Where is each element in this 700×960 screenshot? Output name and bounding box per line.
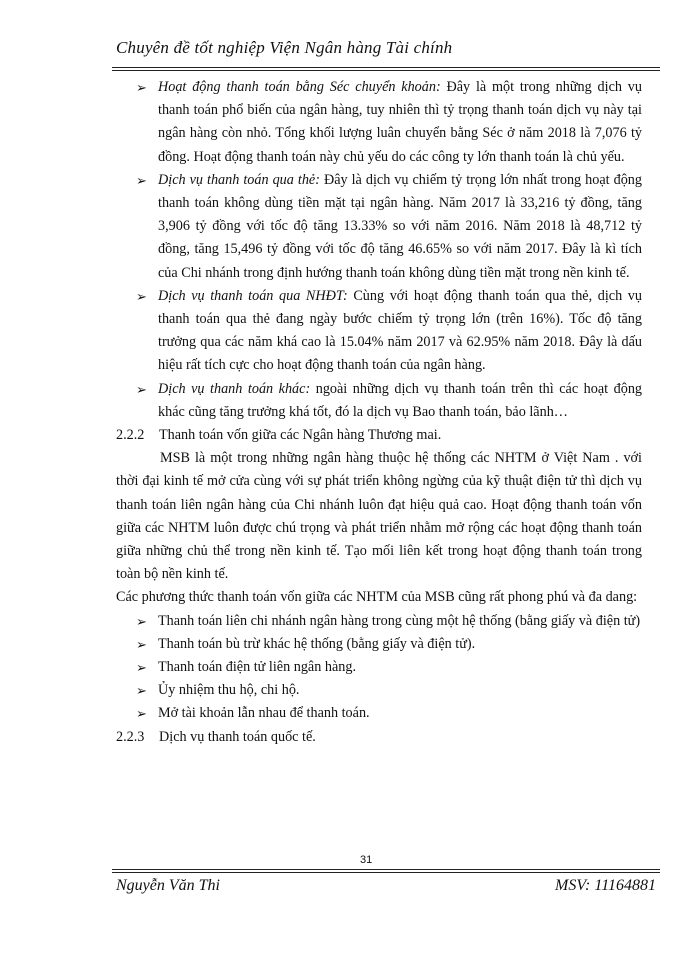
bullet-text: Đây là dịch vụ chiếm tỷ trọng lớn nhất trong hoạt động thanh toán không dùng tiền mặt tại ngân hàng. Năm 2017 là 33,216 tỷ đồng, tăng 3,906 tỷ đồng với tốc độ tăng 13.33% so với năm 2016. Năm 2018 là 48,712 tỷ đồng, tăng 15,496 tỷ đồng với tốc độ tăng 46.65% so với năm 2017. Đây là kì tích của Chi nhánh trong định hướng thanh toán không dùng tiền mặt trong nền kinh tế. bbox=[158, 171, 642, 281]
arrow-bullet-icon: ➢ bbox=[136, 172, 147, 188]
bullet-text: Cùng với hoạt động thanh toán qua thẻ, dịch vụ thanh toán qua thẻ đang ngày bước chiếm tỷ trọng lớn (trên 16%). Tốc độ tăng trưởng qua các năm khá cao là 15.04% năm 2017 và 62.95% năm 2018. Đây là dấu hiệu rất tích cực cho hoạt động thanh toán của ngân hàng. bbox=[158, 287, 642, 374]
section-number: 2.2.3 bbox=[116, 728, 145, 745]
section-title: Dịch vụ thanh toán quốc tế. bbox=[159, 728, 316, 745]
section-number: 2.2.2 bbox=[116, 427, 145, 444]
method-item bbox=[116, 633, 642, 656]
header-divider bbox=[112, 67, 660, 68]
footer-divider-double bbox=[112, 872, 660, 873]
method-text: Thanh toán liên chi nhánh ngân hàng trong cùng một hệ thống (bằng giấy và điện tử) bbox=[158, 612, 641, 629]
arrow-bullet-icon: ➢ bbox=[136, 288, 147, 304]
arrow-bullet-icon: ➢ bbox=[136, 683, 147, 699]
section-heading-2-2-2 bbox=[116, 424, 642, 447]
bullet-item bbox=[116, 285, 642, 378]
bullet-title: Dịch vụ thanh toán qua NHĐT: bbox=[158, 287, 348, 304]
bullet-title: Dịch vụ thanh toán khác: bbox=[158, 380, 311, 397]
bullet-title: Dịch vụ thanh toán qua thẻ: bbox=[158, 171, 320, 188]
page-body bbox=[116, 76, 642, 749]
header-divider-double bbox=[112, 70, 660, 71]
paragraph-methods-intro: Các phương thức thanh toán vốn giữa các NHTM của MSB cũng rất phong phú và đa dang: bbox=[116, 589, 638, 606]
section-title: Thanh toán vốn giữa các Ngân hàng Thương mai. bbox=[159, 427, 442, 444]
arrow-bullet-icon: ➢ bbox=[136, 613, 147, 629]
method-text: Ủy nhiệm thu hộ, chi hộ. bbox=[158, 682, 300, 699]
footer-author: Nguyễn Văn Thi bbox=[116, 877, 220, 894]
method-text: Thanh toán bù trừ khác hệ thống (bằng giấy và điện tử). bbox=[158, 635, 476, 652]
arrow-bullet-icon: ➢ bbox=[136, 381, 147, 397]
bullet-item bbox=[116, 76, 642, 169]
bullet-text: Đây là một trong những dịch vụ thanh toán phổ biến của ngân hàng, tuy nhiên thì tỷ trọng thanh toán dịch vụ này tại ngân hàng còn nhỏ. Tổng khối lượng luân chuyển bằng Séc ở năm 2018 là 7,076 tỷ đồng. Hoạt động thanh toán này chủ yếu do các công ty lớn thanh toán là chủ yếu. bbox=[158, 79, 642, 165]
method-item bbox=[116, 702, 642, 725]
bullet-item bbox=[116, 378, 642, 424]
method-item bbox=[116, 610, 642, 633]
arrow-bullet-icon: ➢ bbox=[136, 706, 147, 722]
section-heading-2-2-3 bbox=[116, 726, 642, 749]
arrow-bullet-icon: ➢ bbox=[136, 660, 147, 676]
page-number: 31 bbox=[360, 854, 373, 866]
bullet-title: Hoạt động thanh toán bằng Séc chuyển khoản: bbox=[158, 79, 441, 95]
footer-student-id: MSV: 11164881 bbox=[554, 877, 656, 894]
footer-divider bbox=[112, 869, 660, 870]
bullet-text: ngoài những dịch vụ thanh toán trên thì các hoạt động khác cũng tăng trưởng khá tốt, đó la dịch vụ Bao thanh toán, bảo lãnh… bbox=[158, 380, 643, 420]
bullet-item bbox=[116, 169, 642, 285]
page-header-title: Chuyên đề tốt nghiệp Viện Ngân hàng Tài chính bbox=[116, 38, 453, 57]
method-text: Mở tài khoản lẫn nhau để thanh toán. bbox=[158, 705, 370, 722]
arrow-bullet-icon: ➢ bbox=[136, 80, 147, 95]
arrow-bullet-icon: ➢ bbox=[136, 636, 147, 652]
method-item bbox=[116, 679, 642, 702]
paragraph-msb: MSB là một trong những ngân hàng thuộc hệ thống các NHTM ở Việt Nam . với thời đại kinh tế mở cửa cùng với sự phát triển không ngừng của kỹ thuật điện tử thì dịch vụ thanh toán liên ngân hàng của Chi nhánh luôn đạt hiệu quả cao. Hoạt động thanh toán vốn giữa các NHTM luôn được chú trọng và phát triển nhằm mở rộng các hoạt động thanh toán giữa những chủ thể trong nền kinh tế. Tạo mối liên kết trong hoạt động thanh toán trong toàn bộ nền kinh tế. bbox=[116, 450, 642, 583]
method-text: Thanh toán điện tử liên ngân hàng. bbox=[158, 659, 356, 676]
method-item bbox=[116, 656, 642, 679]
